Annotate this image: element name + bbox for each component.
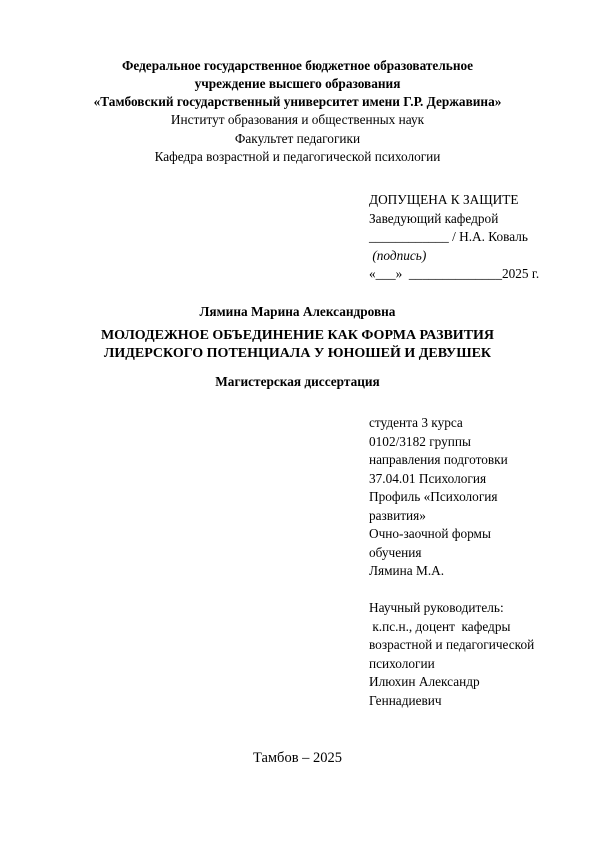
header-federal-line: Федеральное государственное бюджетное образовательное: [121, 58, 474, 73]
approval-signature-line: ____________ / Н.А. Коваль: [369, 229, 528, 244]
thesis-title-line2: ЛИДЕРСКОГО ПОТЕНЦИАЛА У ЮНОШЕЙ И ДЕВУШЕК: [103, 346, 492, 361]
supervisor-line: возрастной и педагогической: [369, 637, 535, 652]
supervisor-line: Илюхин Александр: [369, 674, 480, 689]
supervisor-line: к.пс.н., доцент кафедры: [369, 618, 511, 634]
approval-date-line: «___» ______________2025 г.: [369, 266, 540, 281]
student-line: 37.04.01 Психология: [369, 470, 487, 486]
student-line: направления подготовки: [369, 452, 508, 467]
student-line: Лямина М.А.: [369, 563, 445, 578]
supervisor-line: Геннадиевич: [369, 692, 442, 708]
author-name: Лямина Марина Александровна: [199, 304, 396, 319]
student-info-block: [369, 414, 584, 581]
thesis-title-line1: МОЛОДЕЖНОЕ ОБЪЕДИНЕНИЕ КАК ФОРМА РАЗВИТИЯ: [100, 328, 495, 343]
approval-signature-hint: (подпись): [369, 247, 427, 263]
footer-city-year: Тамбов – 2025: [252, 750, 343, 766]
student-line: Очно-заочной формы: [369, 526, 491, 541]
approval-block: [369, 191, 584, 284]
student-line: студента 3 курса: [369, 415, 463, 430]
approval-title: ДОПУЩЕНА К ЗАЩИТЕ: [369, 192, 519, 207]
header-university-name: «Тамбовский государственный университет имени Г.Р. Державина»: [93, 94, 502, 109]
student-line: 0102/3182 группы: [369, 433, 471, 449]
student-line: Профиль «Психология: [369, 489, 498, 504]
header-faculty: Факультет педагогики: [234, 131, 361, 146]
work-type: Магистерская диссертация: [215, 374, 380, 389]
supervisor-line: психологии: [369, 655, 435, 671]
supervisor-line: Научный руководитель:: [369, 600, 504, 615]
approval-position: Заведующий кафедрой: [369, 210, 499, 226]
student-line: развития»: [369, 507, 426, 523]
student-line: обучения: [369, 544, 422, 560]
header-institution-type: учреждение высшего образования: [194, 76, 401, 91]
supervisor-info-block: [369, 599, 584, 710]
header-institute: Институт образования и общественных наук: [170, 112, 425, 127]
header-department: Кафедра возрастной и педагогической психологии: [154, 149, 441, 164]
